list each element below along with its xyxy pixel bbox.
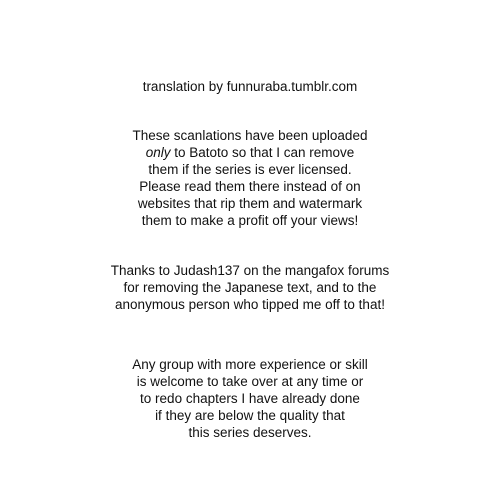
thanks-line-2: for removing the Japanese text, and to the xyxy=(123,280,377,295)
notice-line-2 xyxy=(0,144,500,161)
offer-line-4: if they are below the quality that xyxy=(155,408,345,423)
notice-emphasis: only xyxy=(145,145,171,160)
upload-notice xyxy=(0,127,500,229)
notice-line-1: These scanlations have been uploaded xyxy=(132,128,368,143)
takeover-offer xyxy=(0,356,500,441)
notice-line-2-rest: to Batoto so that I can remove xyxy=(170,145,355,160)
thanks-paragraph xyxy=(0,262,500,313)
offer-line-1: Any group with more experience or skill xyxy=(132,357,368,372)
offer-line-5: this series deserves. xyxy=(188,425,312,440)
notice-line-6: them to make a profit off your views! xyxy=(141,213,359,228)
translation-credit xyxy=(0,78,500,95)
offer-line-3: to redo chapters I have already done xyxy=(140,391,360,406)
notice-line-3: them if the series is ever licensed. xyxy=(148,162,352,177)
notice-line-4: Please read them there instead of on xyxy=(139,179,361,194)
notice-line-5: websites that rip them and watermark xyxy=(137,196,363,211)
credit-line: translation by funnuraba.tumblr.com xyxy=(142,79,358,94)
offer-line-2: is welcome to take over at any time or xyxy=(136,374,364,389)
thanks-line-1: Thanks to Judash137 on the mangafox forums xyxy=(110,263,390,278)
thanks-line-3: anonymous person who tipped me off to that! xyxy=(115,297,385,312)
